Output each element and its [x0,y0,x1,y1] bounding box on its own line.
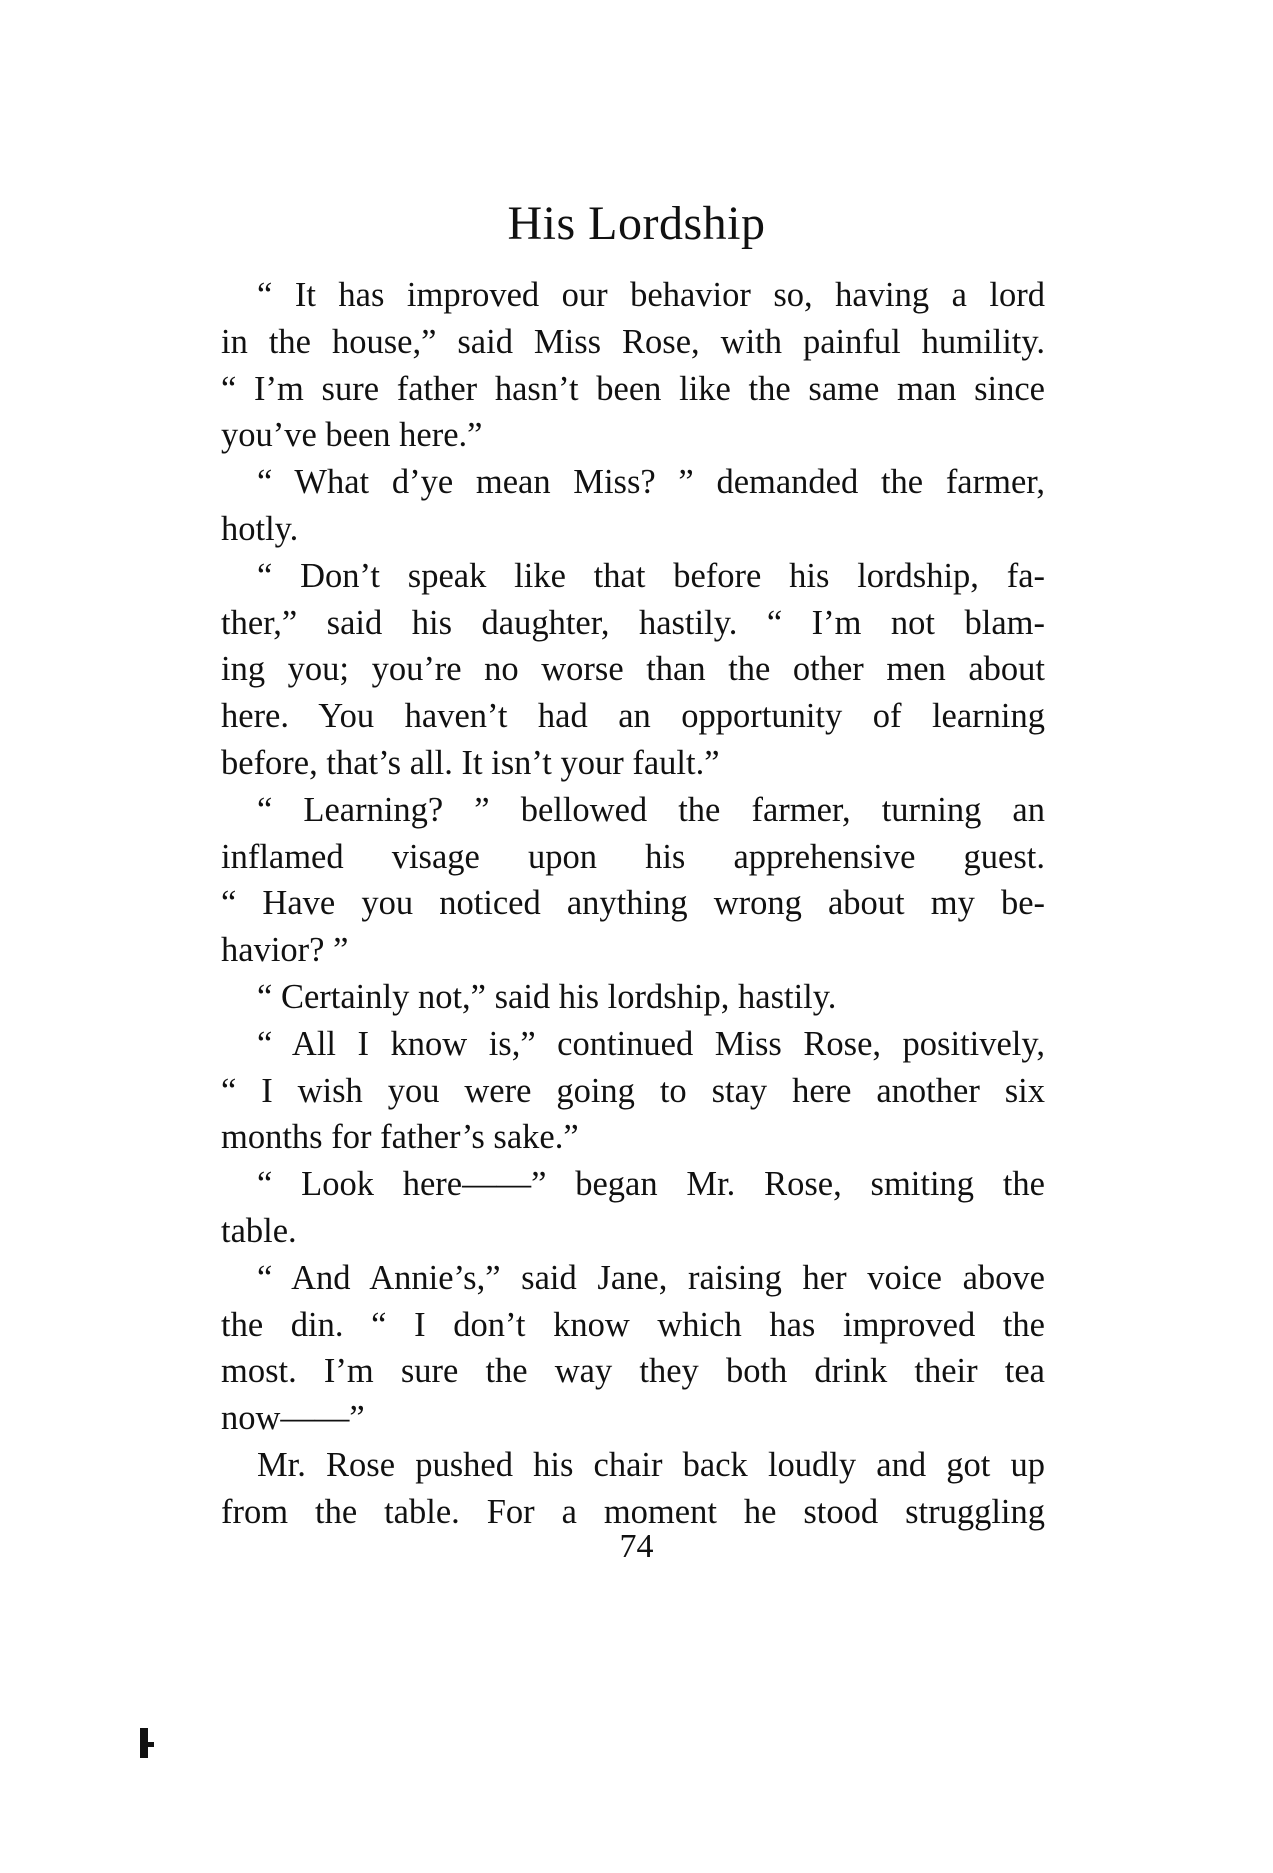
text-line: ing you; you’re no worse than the other men about [221,650,1045,689]
text-line: “ What d’ye mean Miss? ” demanded the farmer, [257,463,1045,502]
running-head: His Lordship [507,197,766,250]
text-line: months for father’s sake.” [221,1118,579,1157]
text-line: before, that’s all. It isn’t your fault.” [221,743,720,782]
text-line: “ All I know is,” continued Miss Rose, positively, [257,1024,1045,1063]
page-number: 74 [619,1528,654,1565]
text-line: “ Learning? ” bellowed the farmer, turning an [257,790,1045,829]
text-line: hotly. [221,509,299,548]
text-line: “ Certainly not,” said his lordship, hastily. [257,977,837,1016]
text-line: most. I’m sure the way they both drink their tea [221,1352,1045,1391]
text-line: in the house,” said Miss Rose, with painful humility. [221,322,1045,361]
text-line: you’ve been here.” [221,416,483,455]
text-line: ther,” said his daughter, hastily. “ I’m not blam- [221,603,1045,642]
text-line: the din. “ I don’t know which has improved the [221,1305,1045,1344]
text-line: inflamed visage upon his apprehensive guest. [221,837,1045,876]
text-line: “ Have you noticed anything wrong about my be- [221,884,1045,923]
text-line: “ I’m sure father hasn’t been like the same man since [221,369,1045,408]
text-line: here. You haven’t had an opportunity of learning [221,697,1045,736]
text-line: “ Look here——” began Mr. Rose, smiting the [257,1165,1045,1204]
text-line: table. [221,1211,297,1250]
body-text [221,272,1045,1536]
text-line: “ Don’t speak like that before his lordship, fa- [257,556,1045,595]
text-line: Mr. Rose pushed his chair back loudly and got up [257,1445,1045,1484]
text-line: “ I wish you were going to stay here another six [221,1071,1045,1110]
text-line: havior? ” [221,931,349,970]
text-line: “ And Annie’s,” said Jane, raising her voice above [257,1258,1045,1297]
text-line: now——” [221,1399,365,1438]
text-line: “ It has improved our behavior so, having a lord [257,276,1045,314]
scan-artifact-mark [140,1728,148,1758]
text-line: from the table. For a moment he stood struggling [221,1492,1045,1531]
